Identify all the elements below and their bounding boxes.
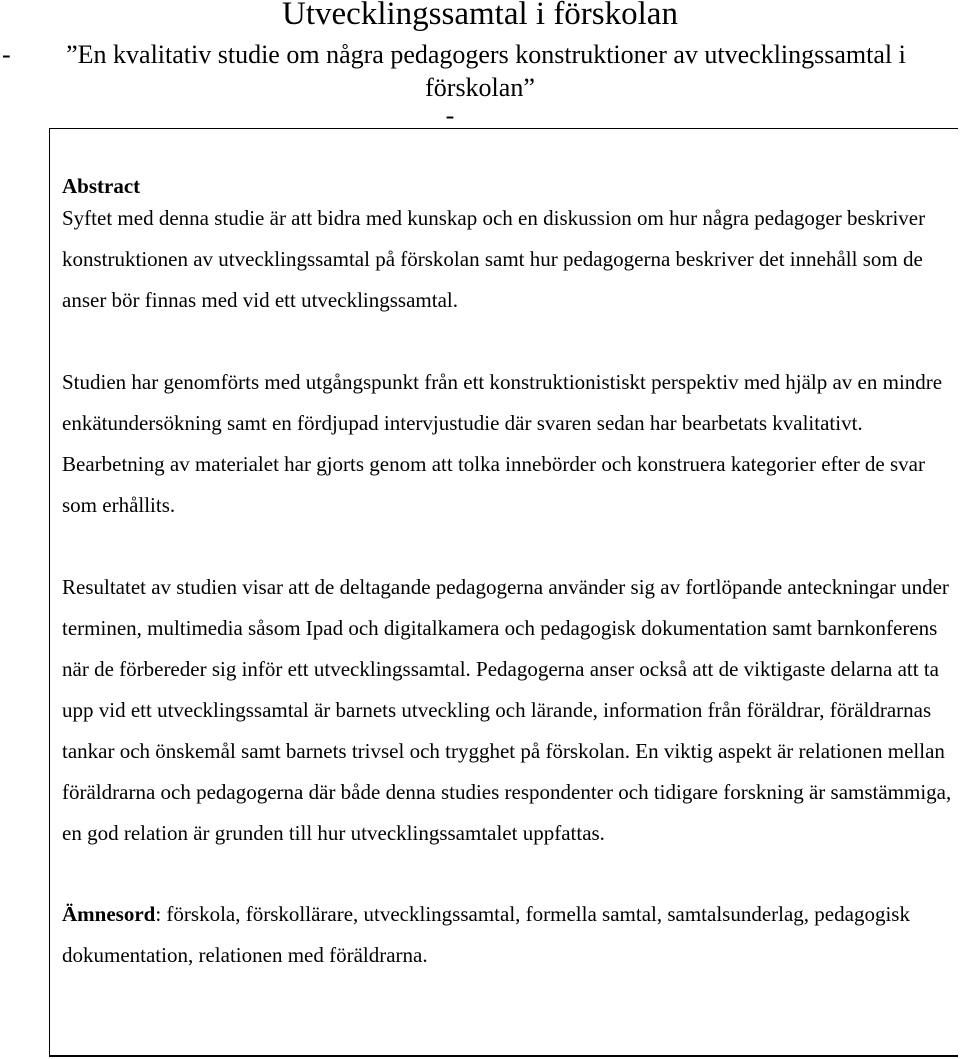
abstract-box: [49, 128, 958, 1057]
abstract-paragraph-method: Studien har genomförts med utgångspunkt från ett konstruktionistiskt perspektiv med hjälp av en mindre enkätundersökning samt en fördjupad intervjustudie där svaren sedan har bearbetats kvalitativt. Bearbetning av materialet har gjorts genom att tolka innebörder och konstruera kategorier efter de svar som erhållits.: [62, 370, 943, 517]
subtitle-line-2: förskolan”: [425, 73, 535, 102]
abstract-paragraph-results: Resultatet av studien visar att de deltagande pedagogerna använder sig av fortlöpande anteckningar under terminen, multimedia såsom Ipad och digitalkamera och pedagogisk dokumentation samt barnkonferens när de förbereder sig inför ett utvecklingssamtal. Pedagogerna anser också att de viktigaste delarna att ta upp vid ett utvecklingssamtal är barnets utveckling och lärande, information från föräldrar, föräldrarnas tankar och önskemål samt barnets trivsel och trygghet på förskolan. En viktig aspekt är relationen mellan föräldrarna och pedagogerna där både denna studies respondenter och tidigare forskning är samstämmiga, en god relation är grunden till hur utvecklingssamtalet uppfattas.: [62, 575, 952, 845]
subtitle-line-1: ”En kvalitativ studie om några pedagogers konstruktioner av utvecklingssamtal i: [66, 40, 906, 69]
abstract-content: [62, 171, 954, 976]
abstract-paragraph-purpose: Syftet med denna studie är att bidra med kunskap och en diskussion om hur några pedagoger beskriver konstruktionen av utvecklingssamtal på förskolan samt hur pedagogerna beskriver det innehåll som de anser bör finnas med vid ett utvecklingssamtal.: [62, 206, 926, 312]
keywords-label: Ämnesord: [62, 902, 156, 926]
abstract-heading: Abstract: [62, 174, 141, 198]
subtitle-dash-bottom: -: [445, 101, 455, 130]
document-title: Utvecklingssamtal i förskolan: [282, 0, 678, 32]
subtitle-dash-left: -: [2, 40, 11, 69]
keywords: [62, 894, 954, 976]
keywords-text: : förskola, förskollärare, utvecklingssamtal, formella samtal, samtalsunderlag, pedagogisk dokumentation, relationen med föräldrarna.: [62, 902, 910, 967]
